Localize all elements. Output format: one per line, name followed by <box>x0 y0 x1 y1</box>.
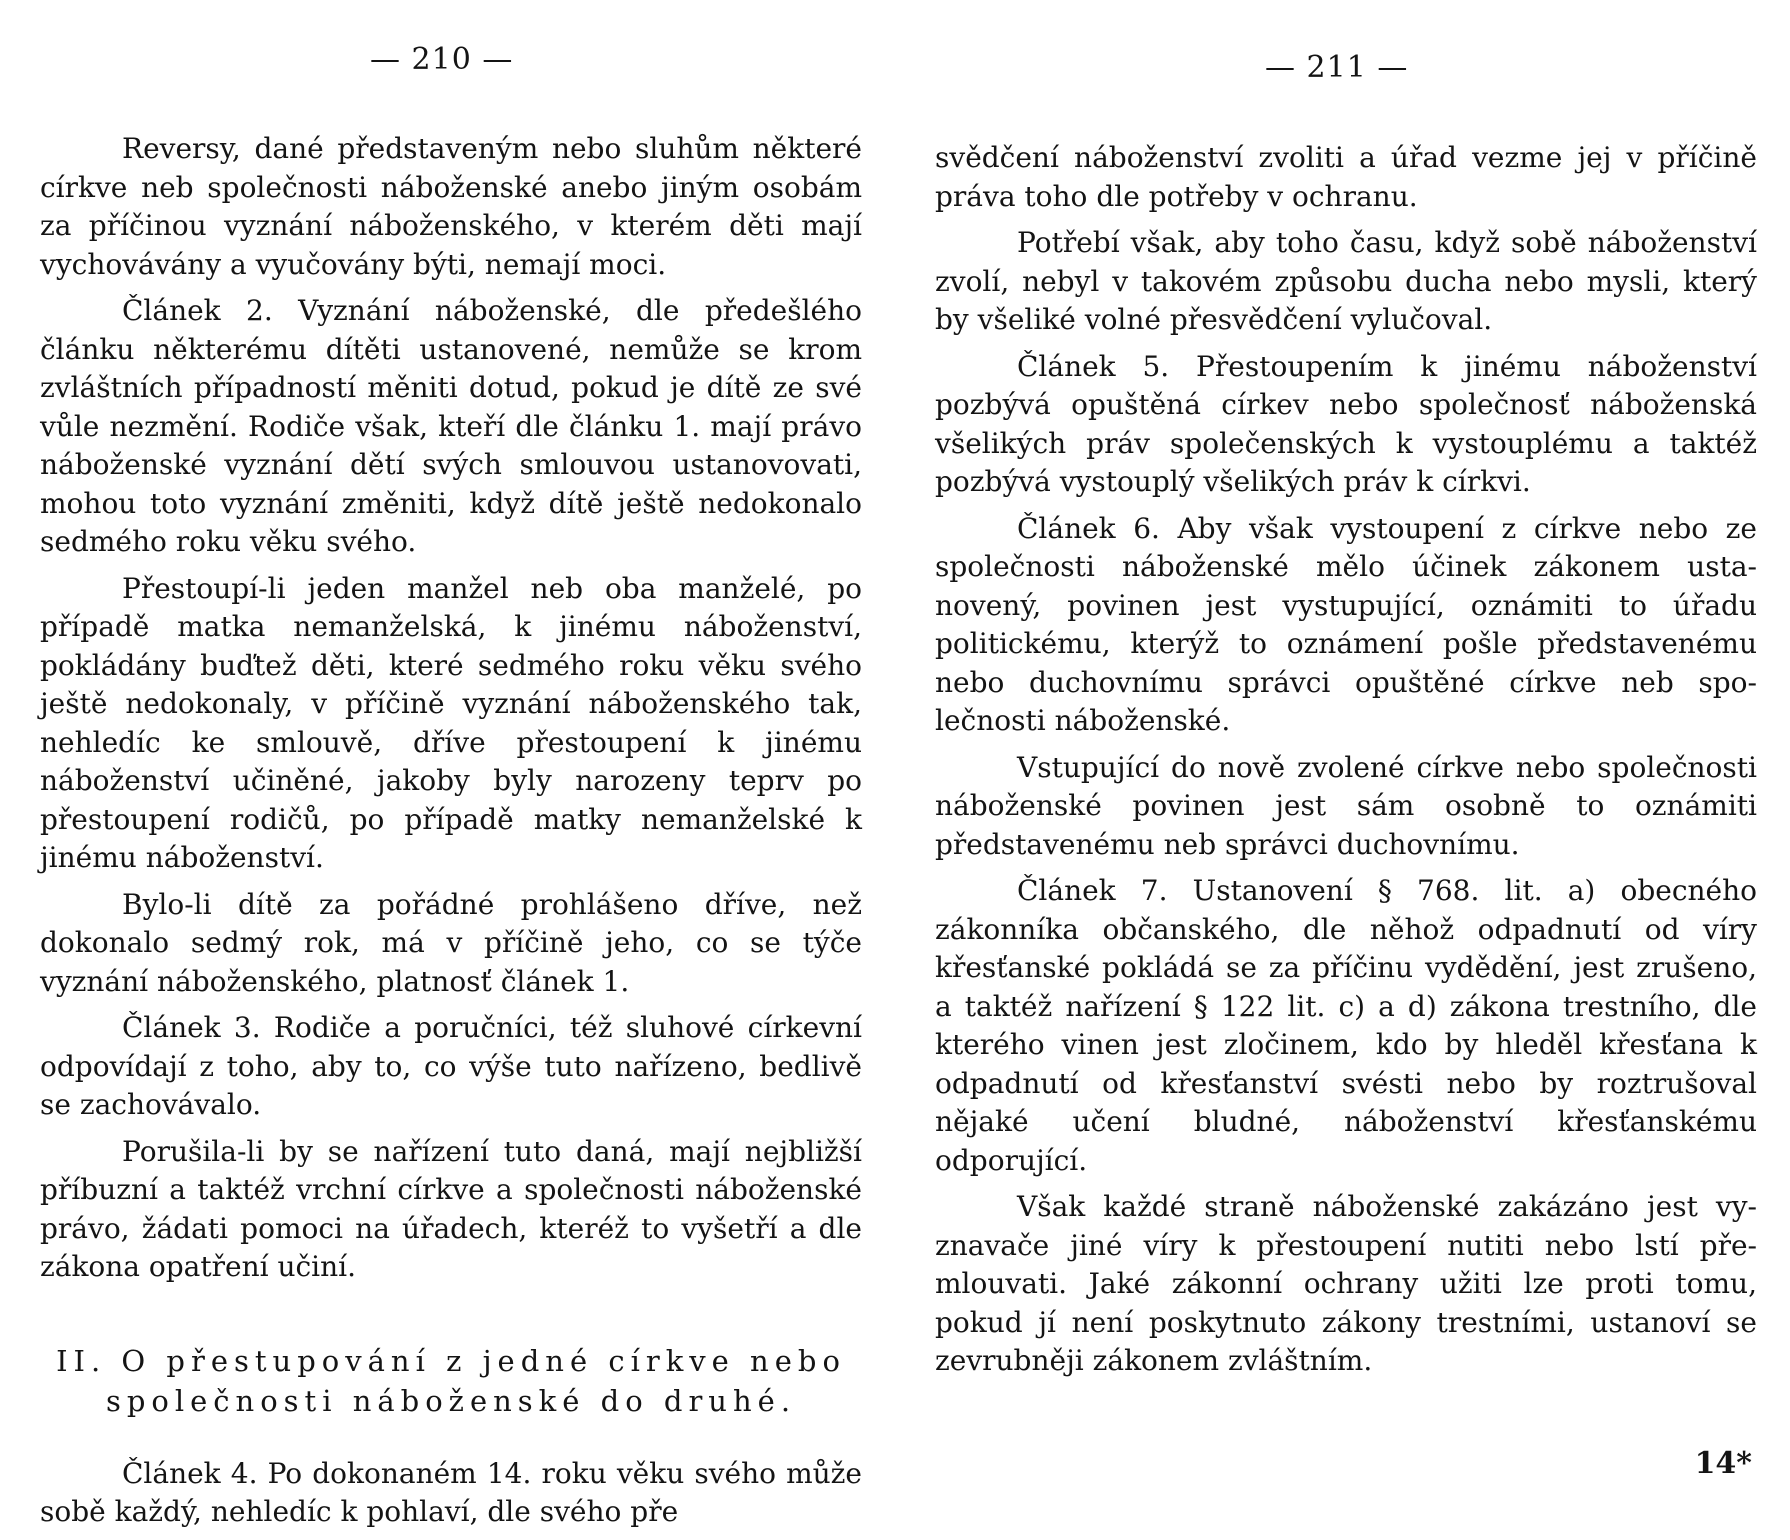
right-page-body <box>935 139 1757 1389</box>
paragraph-entering: Vstupující do nově zvolené církve nebo společnosti náboženské povinen jest sám osobně to oznámiti představenému neb správci duchovnímu. <box>935 750 1757 861</box>
signature-mark: 14* <box>1694 1446 1752 1481</box>
paragraph-conversion-parents: Přestoupí-li jeden manžel neb oba manželé, po případě matka nemanželská, k jinému náboženství, pokládány buďtež děti, které sedmého roku věku svého ještě nedokonaly, v příčině vyznání náboženského tak, nehledíc ke smlouvě, dříve přestoupení k jinému náboženství učiněné, jakoby byly narozeny teprv po přestoupení rodičů, po případě matky nemanželské k jinému náboženství. <box>40 571 862 874</box>
left-page-body <box>40 130 862 1540</box>
paragraph-reversy: Reversy, dané představeným nebo sluhům některé církve neb společnosti náboženské anebo jiným osobám za příčinou vyznání náboženského, v kterém děti mají vychovávány a vyučovány býti, nemají moci. <box>40 132 862 281</box>
paragraph-violation: Porušila-li by se nařízení tuto daná, mají nejbližší příbuzní a taktéž vrchní církve a společnosti náboženské právo, žádati pomoci na úřadech, kteréž to vyšetří a dle zákona opatření učiní. <box>40 1134 862 1283</box>
paragraph-article-4: Článek 4. Po dokonaném 14. roku věku svého může sobě každý, nehledíc k pohlaví, dle svého pře <box>40 1456 862 1528</box>
page-number-right: — 211 — <box>1265 50 1409 85</box>
paragraph-legitimized-child: Bylo-li dítě za pořádné prohlášeno dříve, než dokonalo sedmý rok, má v příčině jeho, co se týče vyznání náboženského, platnosť článek 1. <box>40 887 862 998</box>
right-page <box>935 0 1757 1500</box>
page-number-left: — 210 — <box>370 42 514 77</box>
section-heading: II. O přestupování z jedné církve nebo společnosti náboženské do druhé. <box>56 1343 846 1418</box>
paragraph-continuation: svědčení náboženství zvoliti a úřad vezme jej v příčině práva toho dle potřeby v ochranu. <box>935 141 1757 213</box>
paragraph-prohibition: Však každé straně náboženské zakázáno jest vyznavače jiné víry k přestoupení nutiti nebo lstí přemlouvati. Jaké zákonní ochrany užiti lze proti tomu, pokud jí není poskytnuto zákony trestními, ustanoví se zevrubněji zákonem zvláštním. <box>935 1190 1757 1377</box>
paragraph-article-7: Článek 7. Ustanovení § 768. lit. a) obecného zákonníka občanského, dle něhož odpadnutí od víry křesťanské pokládá se za příčinu vydědění, jest zrušeno, a taktéž nařízení § 122 lit. c) a d) zákona trestního, dle kterého vinen jest zločinem, kdo by hleděl křesťana k odpadnutí od křesťanství svésti nebo by roztrušoval nějaké učení bludné, náboženství křesťanskému odporující. <box>935 874 1757 1177</box>
paragraph-article-2: Článek 2. Vyznání náboženské, dle předešlého článku některému dítěti ustanovené, nemůže se krom zvláštních případností měniti dotud, pokud je dítě ze své vůle nezmění. Rodiče však, kteří dle článku 1. mají právo náboženské vyznání dětí svých smlouvou ustanovovati, mohou toto vyznání změniti, když dítě ještě nedokonalo sedmého roku věku svého. <box>40 294 862 558</box>
paragraph-article-5: Článek 5. Přestoupením k jinému náboženství pozbývá opuštěná církev nebo společnosť náboženská všelikých práv společenských k vystouplému a taktéž pozbývá vystouplý všelikých práv k církvi. <box>935 349 1757 498</box>
paragraph-article-3: Článek 3. Rodiče a poručníci, též sluhové církevní odpovídají z toho, aby to, co výše tuto nařízeno, bedlivě se zachovávalo. <box>40 1011 862 1121</box>
paragraph-state-of-mind: Potřebí však, aby toho času, když sobě náboženství zvolí, nebyl v takovém způsobu ducha nebo mysli, který by všeliké volné přesvědčení vylučoval. <box>935 226 1757 336</box>
paragraph-article-6: Článek 6. Aby však vystoupení z církve nebo ze společnosti náboženské mělo účinek zákonem ustanovený, povinen jest vystupující, oznámiti to úřadu politickému, kterýž to oznámení pošle představenému nebo duchovnímu správci opuštěné církve neb společnosti náboženské. <box>935 511 1757 737</box>
left-page <box>40 0 862 1528</box>
